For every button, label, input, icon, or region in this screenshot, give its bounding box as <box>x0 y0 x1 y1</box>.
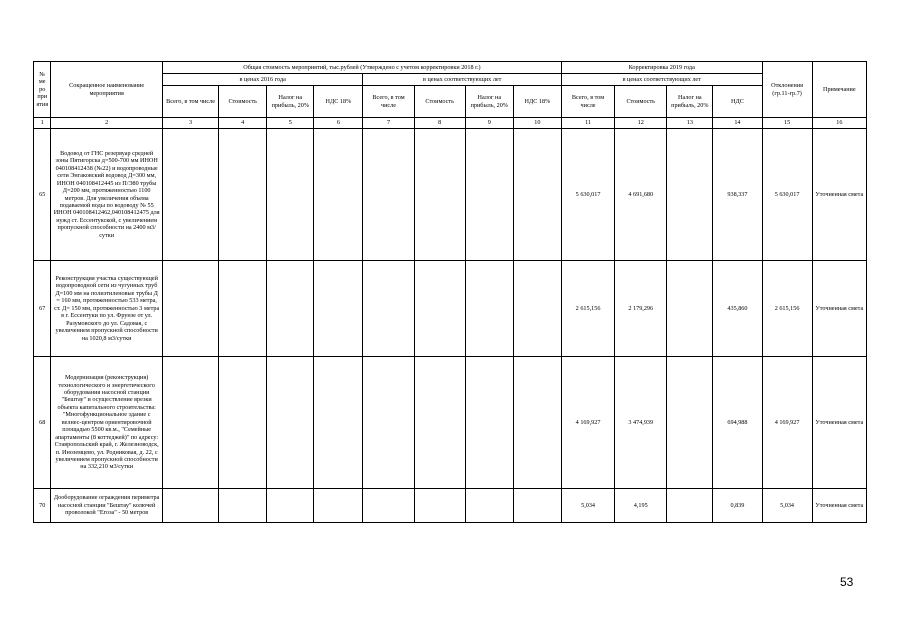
column-number: 7 <box>363 118 414 129</box>
column-number: 4 <box>219 118 267 129</box>
header-total: Всего, в том числе <box>162 86 218 118</box>
cell-deviation: 2 615,156 <box>762 261 812 357</box>
row-number: 70 <box>34 489 51 523</box>
cell-total-2019: 5 630,017 <box>561 129 614 261</box>
cell-tax-current <box>465 261 513 357</box>
cell-tax-2016 <box>267 357 314 489</box>
cell-vat-current <box>513 129 561 261</box>
column-number: 9 <box>465 118 513 129</box>
cell-cost-current <box>414 357 465 489</box>
table-row <box>34 129 867 261</box>
cell-vat-2016 <box>314 129 363 261</box>
cell-tax-2016 <box>267 489 314 523</box>
cell-total-current <box>363 261 414 357</box>
cell-total-current <box>363 129 414 261</box>
header-prices-current: в ценах соответствующих лет <box>363 74 562 86</box>
header-profit-tax: Налог на прибыль, 20% <box>667 86 713 118</box>
cell-tax-current <box>465 357 513 489</box>
header-cost: Стоимость <box>414 86 465 118</box>
cell-cost-2019: 4,195 <box>615 489 667 523</box>
cell-total-current <box>363 357 414 489</box>
cell-note: Уточненная смета <box>812 489 866 523</box>
cell-vat-current <box>513 261 561 357</box>
cell-vat-2019: 694,988 <box>713 357 762 489</box>
cell-tax-2019 <box>667 129 713 261</box>
column-number: 13 <box>667 118 713 129</box>
cell-tax-current <box>465 129 513 261</box>
cell-vat-2016 <box>314 357 363 489</box>
cell-tax-2019 <box>667 357 713 489</box>
cell-total-current <box>363 489 414 523</box>
cell-total-2016 <box>162 489 218 523</box>
header-profit-tax: Налог на прибыль, 20% <box>267 86 314 118</box>
column-number: 8 <box>414 118 465 129</box>
cell-tax-2019 <box>667 261 713 357</box>
cell-note: Уточненная смета <box>812 261 866 357</box>
cell-total-2019: 2 615,156 <box>561 261 614 357</box>
header-cost: Стоимость <box>615 86 667 118</box>
cell-note: Уточненная смета <box>812 357 866 489</box>
row-number: 68 <box>34 357 51 489</box>
row-name: Дооборудование ограждения периметра насосной станции "Бештау" колючей проволокой "Егоза" - 50 метров <box>51 489 163 523</box>
header-vat: НДС 18% <box>513 86 561 118</box>
page-number: 53 <box>840 575 854 589</box>
table-row <box>34 489 867 523</box>
row-name: Реконструкция участка существующей водопроводной сети из чугунных труб Д=100 мм на полиэтиленовые трубы Д = 160 мм, протяженностью 533 метра, ст. Д= 150 мм, протяженностью 3 метра в г. Ессентуки по ул. Фрунзе от ул. Разумовского до ул. Садовая, с увеличением пропускной способности на 1020,8 м3/сутки <box>51 261 163 357</box>
cell-cost-current <box>414 489 465 523</box>
cell-note: Уточненная смета <box>812 129 866 261</box>
cell-cost-2016 <box>219 129 267 261</box>
cell-cost-2016 <box>219 261 267 357</box>
header-group-approved: Общая стоимость мероприятий, тыс.рублей (Утверждено с учетом корректировки 2018 г.) <box>162 62 561 74</box>
header-cost: Стоимость <box>219 86 267 118</box>
header-total: Всего, в том числе <box>561 86 614 118</box>
cell-deviation: 5,034 <box>762 489 812 523</box>
cell-deviation: 5 630,017 <box>762 129 812 261</box>
cell-total-2016 <box>162 129 218 261</box>
cell-vat-2019: 938,337 <box>713 129 762 261</box>
cell-deviation: 4 169,927 <box>762 357 812 489</box>
column-number-row <box>34 118 867 129</box>
cell-total-2019: 4 169,927 <box>561 357 614 489</box>
header-total: Всего, в том числе <box>363 86 414 118</box>
table-row <box>34 261 867 357</box>
cell-cost-2019: 3 474,939 <box>615 357 667 489</box>
cell-cost-2016 <box>219 357 267 489</box>
column-number: 16 <box>812 118 866 129</box>
header-prices-current-2019: в ценах соответствующих лет <box>561 74 762 86</box>
column-number: 10 <box>513 118 561 129</box>
cell-tax-2019 <box>667 489 713 523</box>
cell-vat-2019: 0,839 <box>713 489 762 523</box>
cell-tax-2016 <box>267 129 314 261</box>
column-number: 6 <box>314 118 363 129</box>
cell-vat-2019: 435,860 <box>713 261 762 357</box>
header-group-correction: Корректировка 2019 года <box>561 62 762 74</box>
row-number: 67 <box>34 261 51 357</box>
header-vat: НДС 18% <box>314 86 363 118</box>
header-name: Сокращенное наименование мероприятия <box>51 62 163 118</box>
row-number: 65 <box>34 129 51 261</box>
column-number: 1 <box>34 118 51 129</box>
column-number: 2 <box>51 118 163 129</box>
column-number: 11 <box>561 118 614 129</box>
column-number: 15 <box>762 118 812 129</box>
row-name: Водовод от ГНС резервуар средней зоны Пятигорска д=500-700 мм ИНОН 040108412438 (№22) и водопроводные сети Энгаковский водовод Д=300 мм, ИНОН 040108412445 из П/Э80 трубы Д=200 мм, протяженностью 1100 метров. Для увеличения объема подаваемой воды по водоводу № 55 ИНОН 040108412462,040108412475 для нужд ст. Ессентукской, с увеличением пропускной способности на 2400 м3/сутки <box>51 129 163 261</box>
cell-vat-current <box>513 489 561 523</box>
cell-cost-2016 <box>219 489 267 523</box>
column-number: 3 <box>162 118 218 129</box>
row-name: Модернизация (реконструкция) технологического и энергетического оборудования насосной станции "Бештау" и осуществление врезки объекта капитального строительства: "Многофункциональное здание с велнес-центром ориентировочной площадью 5500 кв.м., "Семейные апартаменты (8 коттеджей)" по адресу: Ставропольский край, г. Железноводск, п. Иноземцево, ул. Родниковая, д. 22, с увеличением пропускной способности на 332,210 м3/сутки <box>51 357 163 489</box>
cell-total-2016 <box>162 357 218 489</box>
column-number: 12 <box>615 118 667 129</box>
column-number: 5 <box>267 118 314 129</box>
cell-cost-current <box>414 129 465 261</box>
cell-cost-current <box>414 261 465 357</box>
cell-tax-2016 <box>267 261 314 357</box>
cell-cost-2019: 2 179,296 <box>615 261 667 357</box>
header-profit-tax: Налог на прибыль, 20% <box>465 86 513 118</box>
column-number: 14 <box>713 118 762 129</box>
cell-total-2019: 5,034 <box>561 489 614 523</box>
header-vat: НДС <box>713 86 762 118</box>
cost-table <box>33 61 867 523</box>
table-row <box>34 357 867 489</box>
cell-total-2016 <box>162 261 218 357</box>
cell-cost-2019: 4 691,680 <box>615 129 667 261</box>
header-num: № ме ро при ятия <box>34 62 51 118</box>
cell-vat-2016 <box>314 261 363 357</box>
header-deviation: Отклонения (гр.11-гр.7) <box>762 62 812 118</box>
cell-vat-2016 <box>314 489 363 523</box>
header-prices-2016: в ценах 2016 года <box>162 74 363 86</box>
cell-tax-current <box>465 489 513 523</box>
cell-vat-current <box>513 357 561 489</box>
header-note: Примечание <box>812 62 866 118</box>
